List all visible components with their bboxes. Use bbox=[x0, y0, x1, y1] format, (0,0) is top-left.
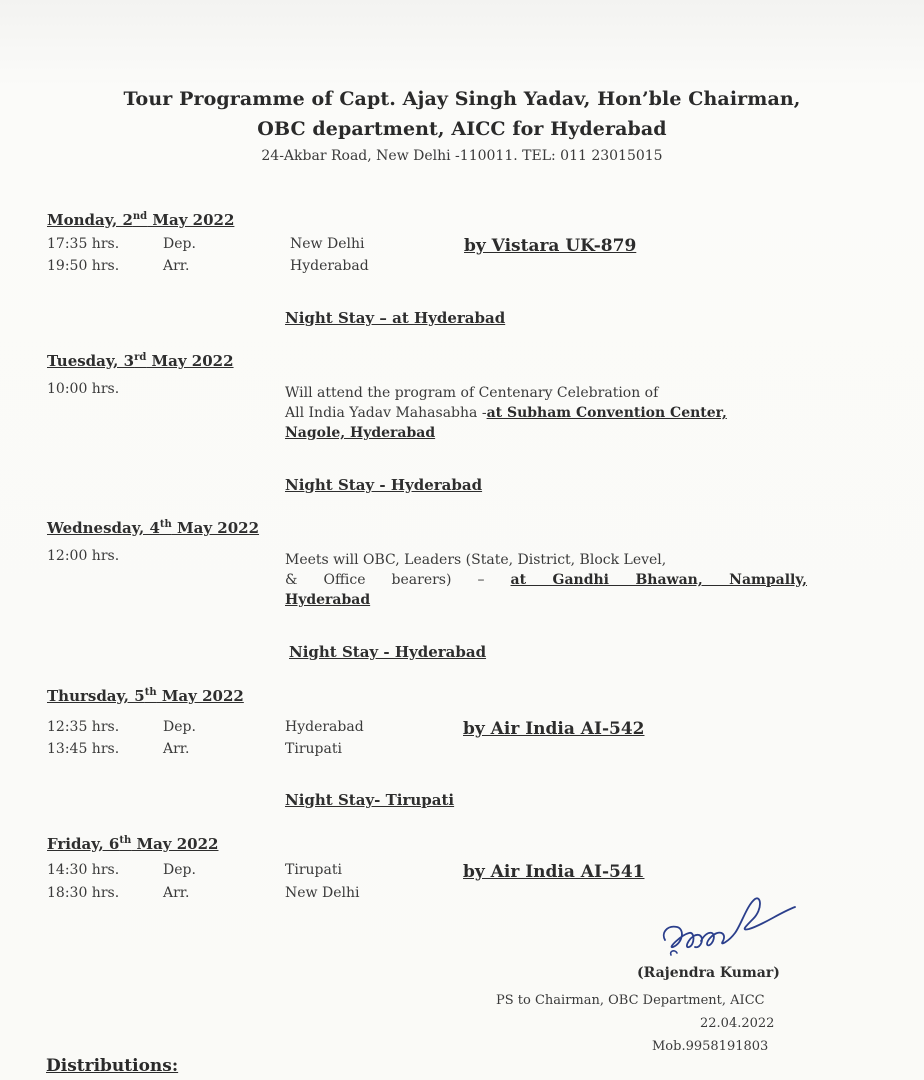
departure-label: Dep. bbox=[163, 236, 196, 252]
document-date: 22.04.2022 bbox=[700, 1016, 775, 1031]
handwritten-signature-icon bbox=[655, 885, 805, 965]
event-description-line bbox=[285, 423, 807, 443]
departure-label: Dep. bbox=[163, 719, 196, 735]
signatory-designation: PS to Chairman, OBC Department, AICC bbox=[496, 993, 765, 1008]
departure-place: Tirupati bbox=[285, 862, 342, 878]
arrival-place: New Delhi bbox=[285, 885, 360, 901]
departure-label: Dep. bbox=[163, 862, 196, 878]
arrival-place: Hyderabad bbox=[290, 258, 369, 274]
night-stay: Night Stay - Hyderabad bbox=[289, 643, 487, 661]
signatory-mobile: Mob.9958191803 bbox=[652, 1039, 769, 1054]
arrival-time: 18:30 hrs. bbox=[47, 885, 120, 901]
night-stay: Night Stay- Tirupati bbox=[285, 791, 455, 809]
arrival-label: Arr. bbox=[163, 741, 190, 757]
event-venue: at Gandhi Bhawan, Nampally, bbox=[510, 572, 808, 588]
address-line: 24-Akbar Road, New Delhi -110011. TEL: 011 23015015 bbox=[261, 148, 663, 164]
flight-info: by Air India AI-541 bbox=[463, 862, 645, 882]
departure-time: 14:30 hrs. bbox=[47, 862, 120, 878]
event-description-line: Meets will OBC, Leaders (State, District, Block Level, bbox=[285, 552, 667, 568]
event-description-line: & Office bearers) – at Gandhi Bhawan, Nampally, bbox=[285, 572, 808, 588]
event-venue: Hyderabad bbox=[285, 592, 371, 608]
title-line-2: OBC department, AICC for Hyderabad bbox=[257, 118, 667, 140]
flight-info: by Vistara UK-879 bbox=[464, 236, 637, 256]
arrival-label: Arr. bbox=[163, 258, 190, 274]
event-description-line: Will attend the program of Centenary Celebration of bbox=[285, 385, 659, 401]
arrival-time: 13:45 hrs. bbox=[47, 741, 120, 757]
arrival-label: Arr. bbox=[163, 885, 190, 901]
day-heading-tuesday: Tuesday, 3rd May 2022 bbox=[47, 352, 234, 370]
event-description-line: All India Yadav Mahasabha -at Subham Convention Center, bbox=[285, 405, 727, 421]
departure-place: Hyderabad bbox=[285, 719, 364, 735]
arrival-time: 19:50 hrs. bbox=[47, 258, 120, 274]
departure-time: 17:35 hrs. bbox=[47, 236, 120, 252]
arrival-place: Tirupati bbox=[285, 741, 342, 757]
day-heading-friday: Friday, 6th May 2022 bbox=[47, 835, 219, 853]
departure-time: 12:35 hrs. bbox=[47, 719, 120, 735]
event-description bbox=[285, 383, 807, 443]
distributions-heading: Distributions: bbox=[46, 1056, 179, 1076]
title-line-1: Tour Programme of Capt. Ajay Singh Yadav, Hon’ble Chairman, bbox=[123, 88, 801, 110]
signatory-name: (Rajendra Kumar) bbox=[637, 965, 780, 981]
night-stay: Night Stay - Hyderabad bbox=[285, 476, 483, 494]
day-heading-monday: Monday, 2nd May 2022 bbox=[47, 211, 235, 229]
departure-place: New Delhi bbox=[290, 236, 365, 252]
day-heading-wednesday: Wednesday, 4th May 2022 bbox=[47, 519, 260, 537]
day-heading-thursday: Thursday, 5th May 2022 bbox=[47, 687, 244, 705]
event-description-line bbox=[285, 590, 807, 610]
event-venue: at Subham Convention Center, bbox=[486, 405, 727, 421]
event-time: 12:00 hrs. bbox=[47, 548, 120, 564]
night-stay: Night Stay – at Hyderabad bbox=[285, 309, 506, 327]
event-venue: Nagole, Hyderabad bbox=[285, 425, 436, 441]
event-time: 10:00 hrs. bbox=[47, 381, 120, 397]
event-description bbox=[285, 550, 807, 610]
flight-info: by Air India AI-542 bbox=[463, 719, 645, 739]
